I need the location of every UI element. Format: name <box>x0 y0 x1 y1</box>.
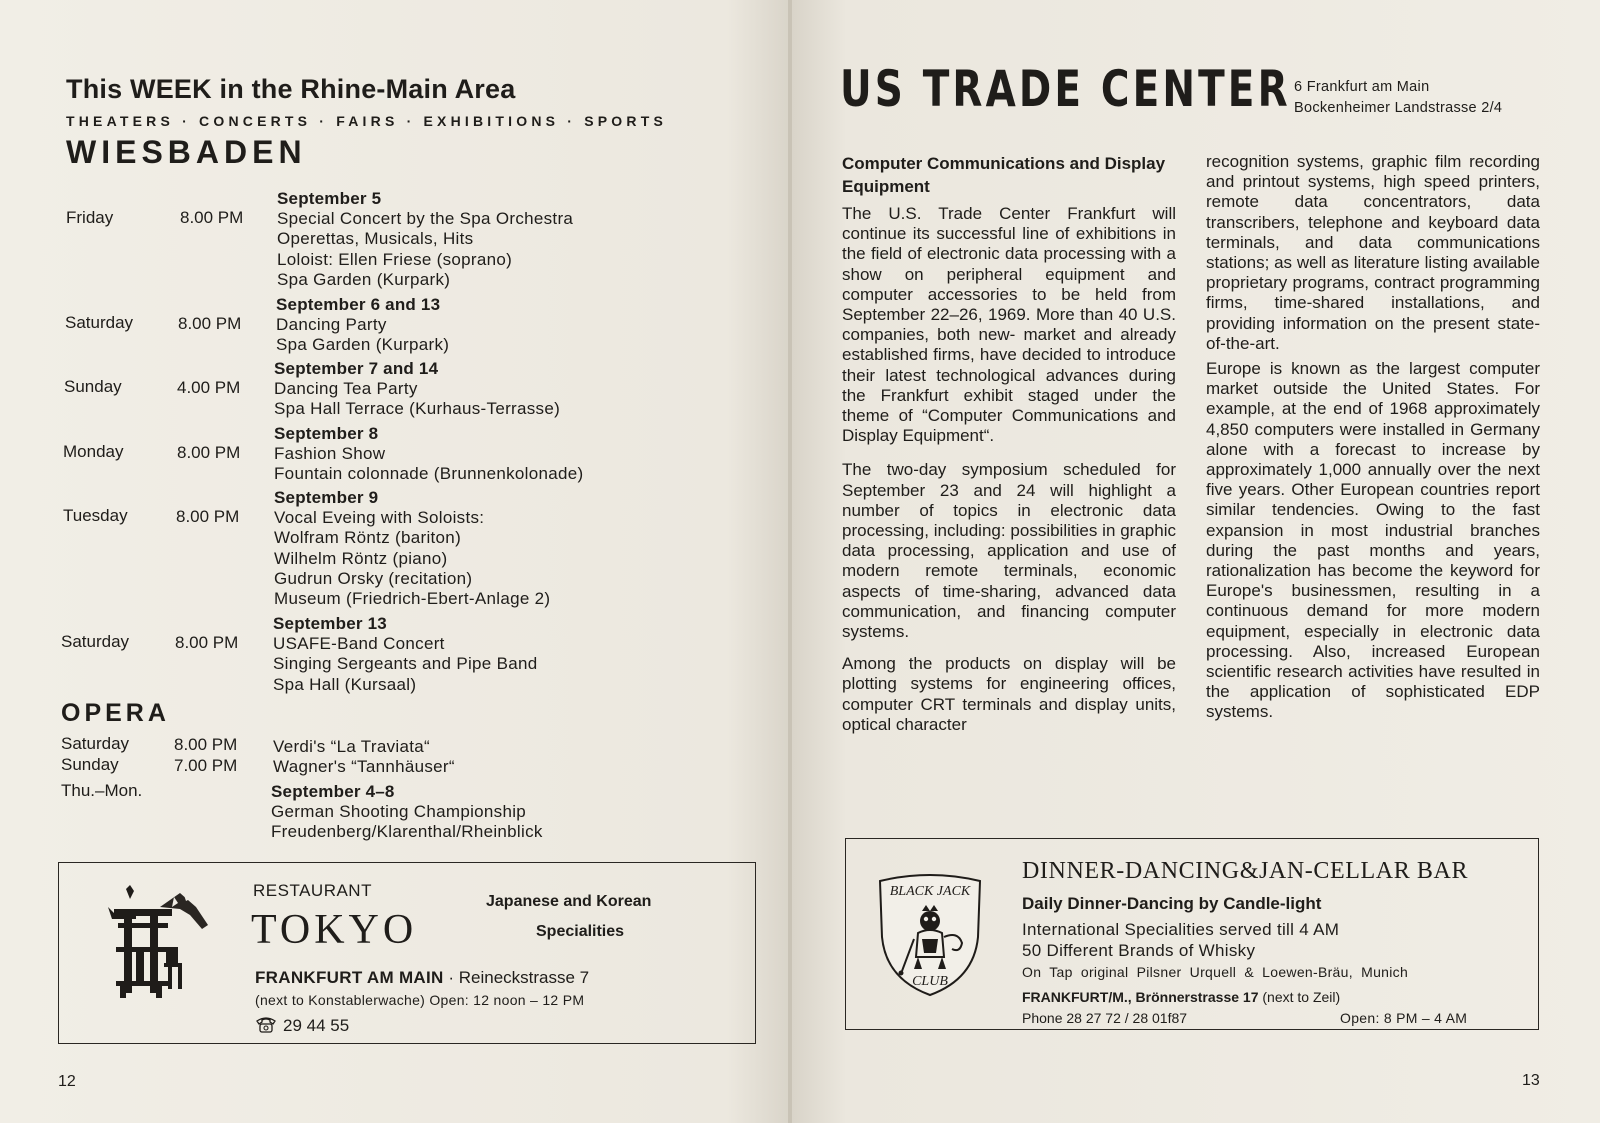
restaurant-city: FRANKFURT AM MAIN <box>255 968 444 987</box>
article-heading: Computer Communications and Display Equipment <box>842 154 1166 196</box>
extra-event-line: German Shooting Championship <box>271 802 527 822</box>
club-ad-address-rest: (next to Zeil) <box>1258 989 1341 1005</box>
restaurant-cuisine: Japanese and Korean <box>486 893 652 910</box>
page-number-left: 12 <box>58 1073 76 1090</box>
event-line: Wilhelm Röntz (piano) <box>274 548 448 568</box>
article-paragraph: recognition systems, graphic film recording and printout systems, high speed printers, remote data concentrators, data transcribers, telephone and keyboard data terminals, and data communications stations; as well as literature listing available proprietary programs, contract programming firms, time-shared installations, and providing information on the present state-of-the-art. <box>1206 152 1540 353</box>
club-ad-line: 50 Different Brands of Whisky <box>1022 941 1256 960</box>
event-date: September 9 <box>274 488 379 507</box>
restaurant-street: · Reineckstrasse 7 <box>448 968 590 987</box>
event-time: 8.00 PM <box>180 208 244 227</box>
article-paragraph: Europe is known as the largest computer market outside the United States. For example, at the end of 1968 approximately 4,850 computers were installed in Germany alone with a forecast to increase by approximately 1,000 annually over the next five years. Other European countries report similar tendencies. Owing to the fast expansion in most industrial branches during the past months and years, rationalization has become the keyword for Europe's businessmen, resulting in a continuous demand for more modern equipment, especially in electronic data processing. Also, increased European scientific research activities have resulted in the application of sophisticated EDP systems. <box>1206 359 1540 722</box>
event-time: 8.00 PM <box>178 314 242 333</box>
restaurant-phone-row <box>255 1016 349 1036</box>
event-time: 8.00 PM <box>175 633 239 652</box>
extra-event-day: Thu.–Mon. <box>61 781 143 800</box>
event-date: September 13 <box>273 614 387 633</box>
event-day: Tuesday <box>63 506 128 525</box>
article-paragraph: The U.S. Trade Center Frankfurt will continue its successful line of exhibitions in the field of electronic data processing with a show on peripheral equipment and computer accessories to be held from September 22–26, 1969. More than 40 U.S. companies, both new- market and already established firms, have decided to introduce their latest technological advances during the Frankfurt exhibit staged under the theme of “Computer Communications and Display Equipment“. <box>842 204 1176 446</box>
article-paragraph: The two-day symposium scheduled for September 23 and 24 will highlight a number of topics in electronic data processing, including: possibilities in graphic data processing, application and use of modern remote terminals, economic aspects of time-sharing, advanced data communication, and financing computer systems. <box>842 460 1176 642</box>
event-block <box>274 424 583 485</box>
restaurant-address <box>255 968 589 988</box>
event-day: Friday <box>66 208 114 227</box>
club-ad-address-bold: FRANKFURT/M., Brönnerstrasse 17 <box>1022 989 1259 1005</box>
article-paragraph: Among the products on display will be plotting systems for engineering offices, computer CRT terminals and display units, optical character <box>842 654 1176 734</box>
event-line: Spa Hall Terrace (Kurhaus-Terrasse) <box>274 399 561 419</box>
event-date: September 6 and 13 <box>276 295 441 314</box>
event-time: 8.00 PM <box>177 443 241 462</box>
event-line: Loloist: Ellen Friese (soprano) <box>277 249 513 269</box>
opera-day: Sunday <box>61 755 119 774</box>
event-line: Dancing Party <box>276 315 387 335</box>
event-time: 4.00 PM <box>177 378 241 397</box>
club-ad-title: DINNER-DANCING&JAN-CELLAR BAR <box>1022 858 1469 884</box>
black-jack-club-shield-icon <box>874 873 986 998</box>
logo-top-text: BLACK JACK <box>889 884 971 899</box>
event-line: USAFE-Band Concert <box>273 634 445 654</box>
event-time: 8.00 PM <box>176 507 240 526</box>
event-day: Saturday <box>65 313 134 332</box>
restaurant-phone: 29 44 55 <box>283 1016 350 1035</box>
event-block <box>274 488 550 609</box>
club-ad-line: International Specialities served till 4 AM <box>1022 920 1340 939</box>
event-line: Vocal Eveing with Soloists: <box>274 508 485 528</box>
extra-event-line: Freudenberg/Klarenthal/Rheinblick <box>271 822 543 842</box>
book-gutter <box>788 0 792 1123</box>
address-line-2: Bockenheimer Landstrasse 2/4 <box>1294 100 1503 116</box>
event-line: Gudrun Orsky (recitation) <box>274 568 473 588</box>
event-day: Saturday <box>61 632 130 651</box>
article-column-2 <box>1206 152 1540 723</box>
club-ad-subtitle: Daily Dinner-Dancing by Candle-light <box>1022 894 1322 913</box>
event-date: September 8 <box>274 424 379 443</box>
categories-line: THEATERS · CONCERTS · FAIRS · EXHIBITIONS · SPORTS <box>66 113 667 129</box>
us-trade-center-title: US TRADE CENTER <box>840 60 1291 118</box>
event-day: Monday <box>63 442 124 461</box>
event-block <box>277 189 573 290</box>
event-line: Operettas, Musicals, Hits <box>277 229 474 249</box>
extra-event-date: September 4–8 <box>271 782 395 801</box>
event-line: Fashion Show <box>274 444 386 464</box>
opera-heading: OPERA <box>61 699 170 727</box>
opera-time: 7.00 PM <box>174 756 238 775</box>
event-line: Fountain colonnade (Brunnenkolonade) <box>274 464 584 484</box>
event-line: Spa Garden (Kurpark) <box>277 269 451 289</box>
opera-title: Wagner's “Tannhäuser“ <box>273 757 455 776</box>
event-block <box>273 614 538 695</box>
club-ad-address <box>1022 989 1340 1005</box>
article-column-1 <box>842 152 1176 735</box>
event-line: Wolfram Röntz (bariton) <box>274 528 462 548</box>
opera-title: Verdi's “La Traviata“ <box>273 737 430 756</box>
opera-day: Saturday <box>61 734 130 753</box>
restaurant-specialities: Specialities <box>536 923 625 940</box>
event-date: September 5 <box>277 189 382 208</box>
event-line: Dancing Tea Party <box>274 379 418 399</box>
club-ad-phone: Phone 28 27 72 / 28 01f87 <box>1022 1010 1188 1026</box>
trade-center-address <box>1294 77 1502 119</box>
city-heading: WIESBADEN <box>66 134 307 170</box>
event-block <box>276 295 449 356</box>
event-line: Special Concert by the Spa Orchestra <box>277 209 574 229</box>
club-ad-line: On Tap original Pilsner Urquell & Loewen-Bräu, Munich <box>1022 964 1409 980</box>
opera-time: 8.00 PM <box>174 735 238 754</box>
event-block <box>274 359 560 420</box>
extra-event-block <box>271 782 543 843</box>
restaurant-name: TOKYO <box>251 907 418 953</box>
logo-bottom-text: CLUB <box>912 974 948 989</box>
page-number-right: 13 <box>1522 1072 1540 1089</box>
restaurant-label: RESTAURANT <box>253 881 372 900</box>
event-line: Singing Sergeants and Pipe Band <box>273 654 538 674</box>
torii-gate-icon <box>100 885 212 1000</box>
event-date: September 7 and 14 <box>274 359 439 378</box>
event-day: Sunday <box>64 377 122 396</box>
event-line: Spa Hall (Kursaal) <box>273 674 417 694</box>
event-line: Spa Garden (Kurpark) <box>276 335 450 355</box>
telephone-icon <box>255 1016 277 1034</box>
page-title: This WEEK in the Rhine-Main Area <box>66 74 516 104</box>
address-line-1: 6 Frankfurt am Main <box>1294 79 1430 95</box>
club-ad-hours: Open: 8 PM – 4 AM <box>1340 1010 1468 1026</box>
restaurant-hours: (next to Konstablerwache) Open: 12 noon – 12 PM <box>255 992 585 1008</box>
event-line: Museum (Friedrich-Ebert-Anlage 2) <box>274 589 551 609</box>
